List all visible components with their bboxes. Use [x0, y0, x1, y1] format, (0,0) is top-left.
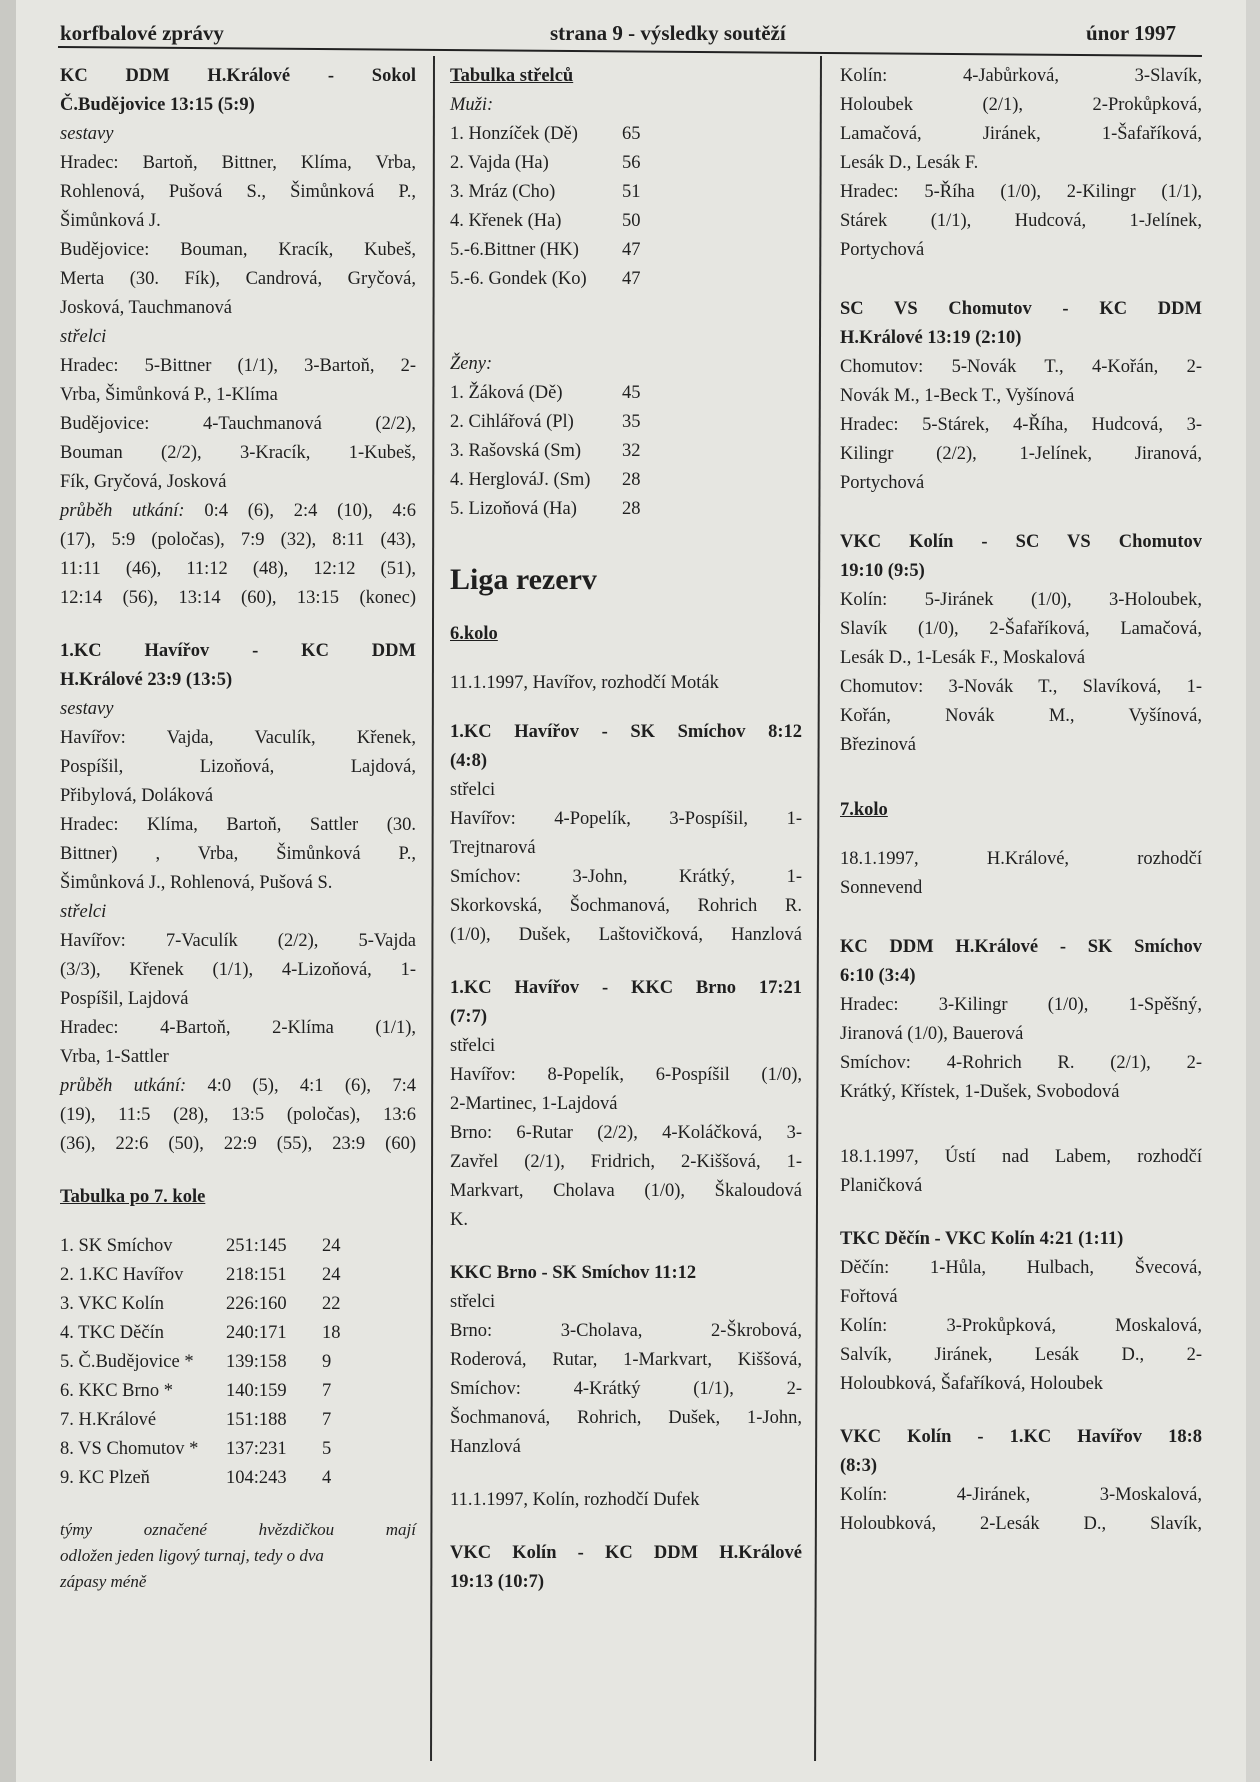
scorer-goals: 47 [622, 240, 641, 260]
scorers-line: Jiranová (1/0), Bauerová [840, 1024, 1024, 1044]
scorers-line: Chomutov: 5-Novák T., 4-Kořán, 2- [840, 357, 1202, 377]
men-label: Muži: [450, 95, 494, 115]
standings-points: 7 [322, 1410, 332, 1430]
match-title: TKC Děčín - VKC Kolín 4:21 (1:11) [840, 1229, 1124, 1249]
scorers-label: střelci [450, 780, 496, 800]
match-title: 19:10 (9:5) [840, 561, 925, 581]
match-title: Č.Budějovice 13:15 (5:9) [60, 95, 255, 115]
standings-team: 4. TKC Děčín [60, 1323, 164, 1343]
scorer-goals: 65 [622, 124, 641, 144]
header-publication: korfbalové zprávy [60, 21, 224, 45]
scorers-line: Brno: 3-Cholava, 2-Škrobová, [450, 1321, 802, 1341]
standings-row [60, 1377, 362, 1406]
scorers-line: Trejtnarová [450, 838, 536, 858]
column-divider-2 [814, 56, 822, 1761]
standings-score: 151:188 [226, 1410, 287, 1430]
women-scorers-table [450, 379, 662, 524]
match-title: H.Králové 23:9 (13:5) [60, 670, 233, 690]
scorers-line: Budějovice: 4-Tauchmanová (2/2), [60, 414, 416, 434]
scorers-line: Fík, Gryčová, Josková [60, 472, 227, 492]
match-report [840, 62, 1202, 265]
scorers-line: Kolín: 3-Prokůpková, Moskalová, [840, 1316, 1202, 1336]
lineups-label: sestavy [60, 699, 114, 719]
standings-score: 139:158 [226, 1352, 287, 1372]
scorers-label: střelci [450, 1292, 496, 1312]
scorers-line: Vrba, 1-Sattler [60, 1047, 169, 1067]
scan-edge-right [1246, 0, 1260, 1782]
scorers-line: Hradec: 5-Bittner (1/1), 3-Bartoň, 2- [60, 356, 416, 376]
women-label: Ženy: [450, 354, 493, 374]
scorer-row [450, 178, 662, 207]
match-title: 1.KC Havířov - KKC Brno 17:21 [450, 978, 802, 998]
lineups-label: sestavy [60, 124, 114, 144]
scorers-line: 2-Martinec, 1-Lajdová [450, 1094, 618, 1114]
scorer-row [450, 437, 662, 466]
lineup-line: Pospíšil, Lizoňová, Lajdová, [60, 757, 416, 777]
match-report [840, 1225, 1202, 1399]
standings-score: 104:243 [226, 1468, 287, 1488]
match-title: KC DDM H.Králové - SK Smíchov [840, 937, 1202, 957]
scorers-line: Slavík (1/0), 2-Šafaříková, Lamačová, [840, 619, 1202, 639]
lineup-line: Šimůnková J. [60, 211, 161, 231]
standings-points: 24 [322, 1265, 341, 1285]
scorer-name: 4. HerglováJ. (Sm) [450, 470, 591, 490]
match-progress-line [60, 497, 416, 526]
scorer-row [450, 379, 662, 408]
scorers-line: Pospíšil, Lajdová [60, 989, 189, 1009]
standings-row [60, 1464, 362, 1493]
scorer-row [450, 495, 662, 524]
standings-note: odložen jeden ligový turnaj, tedy o dva [60, 1546, 324, 1565]
standings-row [60, 1348, 362, 1377]
men-scorers-table [450, 120, 662, 294]
header-rule [58, 46, 1202, 57]
scorers-table-title: Tabulka střelců [450, 66, 574, 86]
scorer-name: 1. Honzíček (Dě) [450, 124, 578, 144]
scorers-label: střelci [450, 1036, 496, 1056]
match-progress-line: (36), 22:6 (50), 22:9 (55), 23:9 (60) [60, 1134, 416, 1154]
scorers-line: Kolín: 5-Jiránek (1/0), 3-Holoubek, [840, 590, 1202, 610]
scorers-line: Havířov: 4-Popelík, 3-Pospíšil, 1- [450, 809, 802, 829]
scorers-line: Brno: 6-Rutar (2/2), 4-Koláčková, 3- [450, 1123, 802, 1143]
scorers-line: Stárek (1/1), Hudcová, 1-Jelínek, [840, 211, 1202, 231]
standings-points: 7 [322, 1381, 332, 1401]
scorer-row [450, 408, 662, 437]
match-report [840, 295, 1202, 498]
scorer-row [450, 207, 662, 236]
scorer-row [450, 149, 662, 178]
standings-score: 240:171 [226, 1323, 287, 1343]
scorers-line: Březinová [840, 735, 917, 755]
standings-score: 218:151 [226, 1265, 287, 1285]
header-page-info: strana 9 - výsledky soutěží [550, 21, 786, 45]
standings-points: 4 [322, 1468, 332, 1488]
scorers-line: Smíchov: 4-Krátký (1/1), 2- [450, 1379, 802, 1399]
round-info: 18.1.1997, Ústí nad Labem, rozhodčí [840, 1147, 1202, 1167]
standings-points: 9 [322, 1352, 332, 1372]
scorers-line: Hradec: 5-Stárek, 4-Říha, Hudcová, 3- [840, 415, 1202, 435]
standings-team: 9. KC Plzeň [60, 1468, 150, 1488]
progress-label: průběh utkání: [60, 501, 185, 521]
scorer-name: 1. Žáková (Dě) [450, 383, 563, 403]
scorers-line: Lamačová, Jiránek, 1-Šafaříková, [840, 124, 1202, 144]
match-report [60, 637, 416, 1159]
standings-note: týmy označené hvězdičkou mají [60, 1520, 416, 1539]
scorer-row [450, 236, 662, 265]
scorers-line: Kolín: 4-Jabůrková, 3-Slavík, [840, 66, 1202, 86]
scorers-line: Fořtová [840, 1287, 898, 1307]
match-progress-line: 12:14 (56), 13:14 (60), 13:15 (konec) [60, 588, 416, 608]
lineup-line: Josková, Tauchmanová [60, 298, 233, 318]
match-title: 1.KC Havířov - KC DDM [60, 641, 416, 661]
scorers-line: Kořán, Novák M., Vyšínová, [840, 706, 1202, 726]
men-scorers-body [450, 120, 662, 294]
scorers-line: Šochmanová, Rohrich, Dušek, 1-John, [450, 1408, 802, 1428]
standings-title: Tabulka po 7. kole [60, 1187, 206, 1207]
match-title: (8:3) [840, 1456, 877, 1476]
scorers-line: Chomutov: 3-Novák T., Slavíková, 1- [840, 677, 1202, 697]
scorers-line: Zavřel (2/1), Fridrich, 2-Kiššová, 1- [450, 1152, 802, 1172]
standings-body [60, 1232, 362, 1493]
scorers-line: Havířov: 7-Vaculík (2/2), 5-Vajda [60, 931, 416, 951]
scorers-line: Smíchov: 3-John, Krátký, 1- [450, 867, 802, 887]
progress-text: 0:4 (6), 2:4 (10), 4:6 [184, 501, 417, 521]
lineup-line: Hradec: Bartoň, Bittner, Klíma, Vrba, [60, 153, 416, 173]
match-progress-line: (19), 11:5 (28), 13:5 (poločas), 13:6 [60, 1105, 416, 1125]
match-report [60, 62, 416, 613]
match-progress-line [60, 1072, 416, 1101]
standings-table [60, 1232, 362, 1493]
match-title: KKC Brno - SK Smíchov 11:12 [450, 1263, 697, 1283]
scorer-name: 2. Vajda (Ha) [450, 153, 549, 173]
scorer-row [450, 466, 662, 495]
standings-team: 2. 1.KC Havířov [60, 1265, 184, 1285]
standings-points: 24 [322, 1236, 341, 1256]
scorers-label: střelci [60, 327, 107, 347]
standings-points: 22 [322, 1294, 341, 1314]
match-title: (4:8) [450, 751, 487, 771]
standings-team: 8. VS Chomutov * [60, 1439, 199, 1459]
match-title: VKC Kolín - SC VS Chomutov [840, 532, 1202, 552]
scorers-line: Smíchov: 4-Rohrich R. (2/1), 2- [840, 1053, 1202, 1073]
scorers-line: Havířov: 8-Popelík, 6-Pospíšil (1/0), [450, 1065, 802, 1085]
scorer-name: 3. Rašovská (Sm) [450, 441, 582, 461]
scorers-line: K. [450, 1210, 468, 1230]
match-title: (7:7) [450, 1007, 487, 1027]
women-scorers-body [450, 379, 662, 524]
standings-note: zápasy méně [60, 1572, 147, 1591]
match-progress-line: 11:11 (46), 11:12 (48), 12:12 (51), [60, 559, 416, 579]
scorer-name: 5.-6. Gondek (Ko) [450, 269, 587, 289]
scorers-line: Novák M., 1-Beck T., Vyšínová [840, 386, 1075, 406]
header-date: únor 1997 [1086, 21, 1177, 45]
scan-edge-left [0, 0, 16, 1782]
scorers-line: Skorkovská, Šochmanová, Rohrich R. [450, 896, 802, 916]
standings-score: 226:160 [226, 1294, 287, 1314]
scorers-line: Lesák D., 1-Lesák F., Moskalová [840, 648, 1086, 668]
standings-row [60, 1232, 362, 1261]
scorer-row [450, 120, 662, 149]
scorers-line: Krátký, Křístek, 1-Dušek, Svobodová [840, 1082, 1120, 1102]
scorers-line: Holoubková, Šafaříková, Holoubek [840, 1374, 1104, 1394]
scorer-goals: 47 [622, 269, 641, 289]
column-2 [450, 62, 802, 1597]
scorer-goals: 50 [622, 211, 641, 231]
standings-row [60, 1290, 362, 1319]
match-report [840, 528, 1202, 760]
match-title: 19:13 (10:7) [450, 1572, 545, 1592]
column-3 [840, 62, 1202, 1539]
match-report [840, 1423, 1202, 1539]
lineup-line: Přibylová, Doláková [60, 786, 214, 806]
scorers-line: Hradec: 4-Bartoň, 2-Klíma (1/1), [60, 1018, 416, 1038]
scorer-name: 2. Cihlářová (Pl) [450, 412, 574, 432]
scorer-row [450, 265, 662, 294]
lineup-line: Hradec: Klíma, Bartoň, Sattler (30. [60, 815, 416, 835]
scorers-line: Hradec: 5-Říha (1/0), 2-Kilingr (1/1), [840, 182, 1202, 202]
standings-team: 5. Č.Budějovice * [60, 1352, 194, 1372]
scorer-goals: 45 [622, 383, 641, 403]
match-title: 6:10 (3:4) [840, 966, 916, 986]
standings-points: 5 [322, 1439, 332, 1459]
round-info: Sonnevend [840, 878, 923, 898]
scorers-line: Holoubek (2/1), 2-Prokůpková, [840, 95, 1202, 115]
standings-score: 251:145 [226, 1236, 287, 1256]
scorer-goals: 56 [622, 153, 641, 173]
standings-team: 3. VKC Kolín [60, 1294, 164, 1314]
standings-score: 140:159 [226, 1381, 287, 1401]
scorers-line: Roderová, Rutar, 1-Markvart, Kiššová, [450, 1350, 802, 1370]
round-heading: 7.kolo [840, 800, 888, 820]
scorers-line: (1/0), Dušek, Laštovičková, Hanzlová [450, 925, 802, 945]
scorer-goals: 51 [622, 182, 641, 202]
match-title: VKC Kolín - KC DDM H.Králové [450, 1543, 802, 1563]
scorers-line: Hanzlová [450, 1437, 521, 1457]
match-title: 1.KC Havířov - SK Smíchov 8:12 [450, 722, 802, 742]
scorer-goals: 35 [622, 412, 641, 432]
lineup-line: Havířov: Vajda, Vaculík, Křenek, [60, 728, 416, 748]
standings-team: 1. SK Smíchov [60, 1236, 173, 1256]
round-info: 18.1.1997, H.Králové, rozhodčí [840, 849, 1202, 869]
match-report [840, 933, 1202, 1107]
progress-label: průběh utkání: [60, 1076, 187, 1096]
standings-row [60, 1261, 362, 1290]
scorers-line: Markvart, Cholava (1/0), Škaloudová [450, 1181, 802, 1201]
lineup-line: Rohlenová, Pušová S., Šimůnková P., [60, 182, 416, 202]
scorers-line: Salvík, Jiránek, Lesák D., 2- [840, 1345, 1202, 1365]
scorers-line: Kilingr (2/2), 1-Jelínek, Jiranová, [840, 444, 1202, 464]
match-report [450, 1259, 802, 1462]
scorer-name: 5.-6.Bittner (HK) [450, 240, 579, 260]
scorer-name: 4. Křenek (Ha) [450, 211, 562, 231]
round-info: 11.1.1997, Havířov, rozhodčí Moták [450, 673, 719, 693]
round-heading: 6.kolo [450, 624, 498, 644]
scorers-line: Děčín: 1-Hůla, Hulbach, Švecová, [840, 1258, 1202, 1278]
standings-team: 6. KKC Brno * [60, 1381, 174, 1401]
standings-points: 18 [322, 1323, 341, 1343]
lineup-line: Bittner) , Vrba, Šimůnková P., [60, 844, 416, 864]
match-title: H.Králové 13:19 (2:10) [840, 328, 1022, 348]
round-info: 11.1.1997, Kolín, rozhodčí Dufek [450, 1490, 700, 1510]
scorers-line: Portychová [840, 240, 925, 260]
standings-row [60, 1406, 362, 1435]
match-title: VKC Kolín - 1.KC Havířov 18:8 [840, 1427, 1202, 1447]
scorers-line: Holoubková, 2-Lesák D., Slavík, [840, 1514, 1202, 1534]
match-title: KC DDM H.Králové - Sokol [60, 66, 416, 86]
scorers-label: střelci [60, 902, 107, 922]
column-divider-1 [430, 56, 435, 1761]
lineup-line: Budějovice: Bouman, Kracík, Kubeš, [60, 240, 416, 260]
scorer-name: 3. Mráz (Cho) [450, 182, 556, 202]
scorers-line: Kolín: 4-Jiránek, 3-Moskalová, [840, 1485, 1202, 1505]
scorers-line: Lesák D., Lesák F. [840, 153, 979, 173]
round-info: Planičková [840, 1176, 923, 1196]
scorers-line: Hradec: 3-Kilingr (1/0), 1-Spěšný, [840, 995, 1202, 1015]
lineup-line: Merta (30. Fík), Candrová, Gryčová, [60, 269, 416, 289]
match-report [450, 718, 802, 950]
match-title: SC VS Chomutov - KC DDM [840, 299, 1202, 319]
column-1 [60, 62, 416, 1595]
scorer-goals: 32 [622, 441, 641, 461]
standings-team: 7. H.Králové [60, 1410, 157, 1430]
scorer-goals: 28 [622, 470, 641, 490]
scorers-line: (3/3), Křenek (1/1), 4-Lizoňová, 1- [60, 960, 416, 980]
lineup-line: Šimůnková J., Rohlenová, Pušová S. [60, 873, 333, 893]
standings-row [60, 1435, 362, 1464]
scorer-name: 5. Lizoňová (Ha) [450, 499, 577, 519]
scorer-goals: 28 [622, 499, 641, 519]
match-progress-line: (17), 5:9 (poločas), 7:9 (32), 8:11 (43), [60, 530, 416, 550]
scorers-line: Bouman (2/2), 3-Kracík, 1-Kubeš, [60, 443, 416, 463]
standings-row [60, 1319, 362, 1348]
match-report [450, 974, 802, 1235]
progress-text: 4:0 (5), 4:1 (6), 7:4 [186, 1076, 416, 1096]
section-heading: Liga rezerv [450, 563, 597, 596]
standings-score: 137:231 [226, 1439, 287, 1459]
scorers-line: Portychová [840, 473, 925, 493]
scorers-line: Vrba, Šimůnková P., 1-Klíma [60, 385, 278, 405]
